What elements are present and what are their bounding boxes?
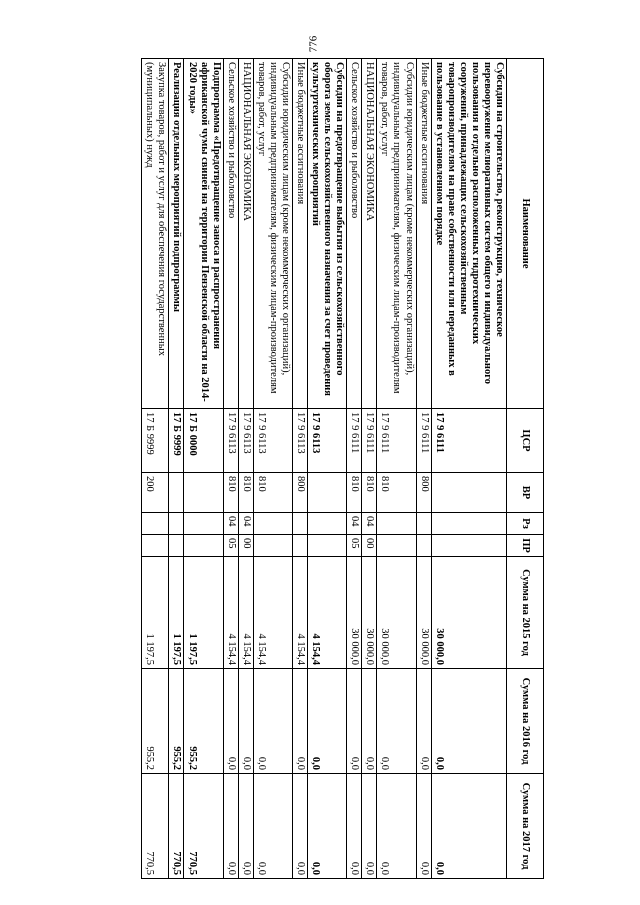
cell-s2016: 0,0 (293, 669, 308, 774)
cell-vr: 810 (347, 473, 362, 513)
page-number: 776 (307, 35, 320, 53)
cell-vr: 810 (238, 473, 253, 513)
cell-vr: 800 (416, 473, 431, 513)
cell-s2015: 4 154,4 (223, 557, 238, 669)
cell-s2016: 0,0 (377, 669, 416, 774)
cell-csr: 17 9 6111 (362, 409, 377, 473)
cell-vr (184, 473, 223, 513)
cell-rz (169, 513, 184, 535)
table-row (377, 59, 416, 879)
cell-name: Сельское хозяйство и рыболовство (347, 59, 362, 409)
cell-vr (308, 473, 347, 513)
cell-pr: 05 (347, 535, 362, 557)
cell-rz: 04 (362, 513, 377, 535)
cell-s2016: 0,0 (347, 669, 362, 774)
cell-rz: 04 (347, 513, 362, 535)
cell-rz: 04 (238, 513, 253, 535)
table-row (169, 59, 184, 879)
cell-csr: 17 9 6113 (293, 409, 308, 473)
table-row (142, 59, 169, 879)
cell-rz (253, 513, 292, 535)
cell-name: Субсидии юридическим лицам (кроме некоммерческих организаций), индивидуальным предпринимателям, физическим лицам-производителям товаров, работ, услуг (253, 59, 292, 409)
cell-s2017: 770,5 (184, 774, 223, 879)
cell-s2016: 0,0 (308, 669, 347, 774)
cell-s2016: 955,2 (184, 669, 223, 774)
cell-rz: 04 (223, 513, 238, 535)
cell-name: Подпрограмма «Предотвращение заноса и распространения африканской чумы свиней на территории Пензенской области на 2014-2020 годы» (184, 59, 223, 409)
cell-csr: 17 9 6111 (377, 409, 416, 473)
cell-s2015: 1 197,5 (184, 557, 223, 669)
cell-csr: 17 9 6111 (431, 409, 506, 473)
cell-s2015: 30 000,0 (431, 557, 506, 669)
header-csr: ЦСР (507, 409, 544, 473)
header-rz: Рз (507, 513, 544, 535)
header-sum-2016: Сумма на 2016 год (507, 669, 544, 774)
table-row (223, 59, 238, 879)
cell-pr (416, 535, 431, 557)
cell-name: Закупка товаров, работ и услуг для обеспечения государственных (муниципальных) нужд (142, 59, 169, 409)
cell-csr: 17 Б 0000 (184, 409, 223, 473)
cell-csr: 17 9 6113 (238, 409, 253, 473)
cell-name: Иные бюджетные ассигнования (416, 59, 431, 409)
cell-vr: 810 (377, 473, 416, 513)
cell-s2017: 0,0 (293, 774, 308, 879)
cell-csr: 17 Б 9999 (169, 409, 184, 473)
cell-pr (377, 535, 416, 557)
cell-vr (169, 473, 184, 513)
cell-s2017: 770,5 (142, 774, 169, 879)
cell-name: Реализация отдельных мероприятий подпрограммы (169, 59, 184, 409)
cell-pr (293, 535, 308, 557)
table-row (362, 59, 377, 879)
table-row (238, 59, 253, 879)
cell-s2017: 0,0 (347, 774, 362, 879)
cell-pr (308, 535, 347, 557)
header-name: Наименование (507, 59, 544, 409)
header-sum-2015: Сумма на 2015 год (507, 557, 544, 669)
cell-s2017: 770,5 (169, 774, 184, 879)
cell-s2017: 0,0 (362, 774, 377, 879)
table-row (431, 59, 506, 879)
cell-vr: 810 (362, 473, 377, 513)
cell-s2016: 0,0 (431, 669, 506, 774)
cell-pr: 00 (362, 535, 377, 557)
cell-csr: 17 9 6113 (308, 409, 347, 473)
cell-pr (169, 535, 184, 557)
cell-rz (377, 513, 416, 535)
cell-s2016: 955,2 (169, 669, 184, 774)
cell-s2017: 0,0 (223, 774, 238, 879)
cell-rz (293, 513, 308, 535)
table-row (347, 59, 362, 879)
cell-name: НАЦИОНАЛЬНАЯ ЭКОНОМИКА (362, 59, 377, 409)
table-header-row (507, 59, 544, 879)
cell-rz (416, 513, 431, 535)
header-sum-2017: Сумма на 2017 год (507, 774, 544, 879)
table-row (253, 59, 292, 879)
cell-name: Субсидии юридическим лицам (кроме некоммерческих организаций), индивидуальным предпринимателям, физическим лицам-производителям товаров, работ, услуг (377, 59, 416, 409)
cell-csr: 17 9 6111 (416, 409, 431, 473)
cell-s2015: 1 197,5 (142, 557, 169, 669)
cell-s2016: 955,2 (142, 669, 169, 774)
cell-rz (431, 513, 506, 535)
cell-pr (142, 535, 169, 557)
header-vr: ВР (507, 473, 544, 513)
cell-s2017: 0,0 (253, 774, 292, 879)
cell-s2016: 0,0 (238, 669, 253, 774)
cell-vr: 810 (253, 473, 292, 513)
cell-name: Субсидии на предотвращение выбытия из сельскохозяйственного оборота земель сельскохозяйственного назначения за счет проведения культуртехнических мероприятий (308, 59, 347, 409)
cell-name: Субсидии на строительство, реконструкцию, техническое перевооружение мелиоративных систем общего и индивидуального пользования и отдельно расположенных гидротехнических сооружений, принадлежащих сельскохозяйственным товаропроизводителям на праве собственности или переданных в пользование в установленном порядке (431, 59, 506, 409)
cell-csr: 17 Б 9999 (142, 409, 169, 473)
cell-pr (253, 535, 292, 557)
budget-table (141, 58, 544, 879)
cell-vr (431, 473, 506, 513)
cell-pr: 05 (223, 535, 238, 557)
cell-s2015: 30 000,0 (377, 557, 416, 669)
cell-s2017: 0,0 (238, 774, 253, 879)
cell-s2015: 4 154,4 (293, 557, 308, 669)
cell-s2015: 1 197,5 (169, 557, 184, 669)
cell-rz (142, 513, 169, 535)
cell-s2017: 0,0 (431, 774, 506, 879)
cell-vr: 800 (293, 473, 308, 513)
cell-s2017: 0,0 (416, 774, 431, 879)
cell-s2015: 30 000,0 (347, 557, 362, 669)
cell-name: Сельское хозяйство и рыболовство (223, 59, 238, 409)
cell-vr: 200 (142, 473, 169, 513)
cell-s2017: 0,0 (377, 774, 416, 879)
cell-pr: 00 (238, 535, 253, 557)
cell-s2015: 4 154,4 (238, 557, 253, 669)
cell-csr: 17 9 6111 (347, 409, 362, 473)
cell-rz (184, 513, 223, 535)
cell-csr: 17 9 6113 (253, 409, 292, 473)
cell-s2015: 30 000,0 (416, 557, 431, 669)
cell-s2016: 0,0 (362, 669, 377, 774)
cell-name: Иные бюджетные ассигнования (293, 59, 308, 409)
cell-pr (184, 535, 223, 557)
cell-s2016: 0,0 (253, 669, 292, 774)
cell-name: НАЦИОНАЛЬНАЯ ЭКОНОМИКА (238, 59, 253, 409)
cell-s2015: 30 000,0 (362, 557, 377, 669)
cell-pr (431, 535, 506, 557)
cell-rz (308, 513, 347, 535)
cell-vr: 810 (223, 473, 238, 513)
rotated-page-content (104, 58, 544, 878)
cell-s2016: 0,0 (416, 669, 431, 774)
cell-s2016: 0,0 (223, 669, 238, 774)
table-row (293, 59, 308, 879)
cell-csr: 17 9 6113 (223, 409, 238, 473)
cell-s2015: 4 154,4 (253, 557, 292, 669)
cell-s2017: 0,0 (308, 774, 347, 879)
table-row (308, 59, 347, 879)
header-pr: ПР (507, 535, 544, 557)
table-row (184, 59, 223, 879)
cell-s2015: 4 154,4 (308, 557, 347, 669)
table-row (416, 59, 431, 879)
